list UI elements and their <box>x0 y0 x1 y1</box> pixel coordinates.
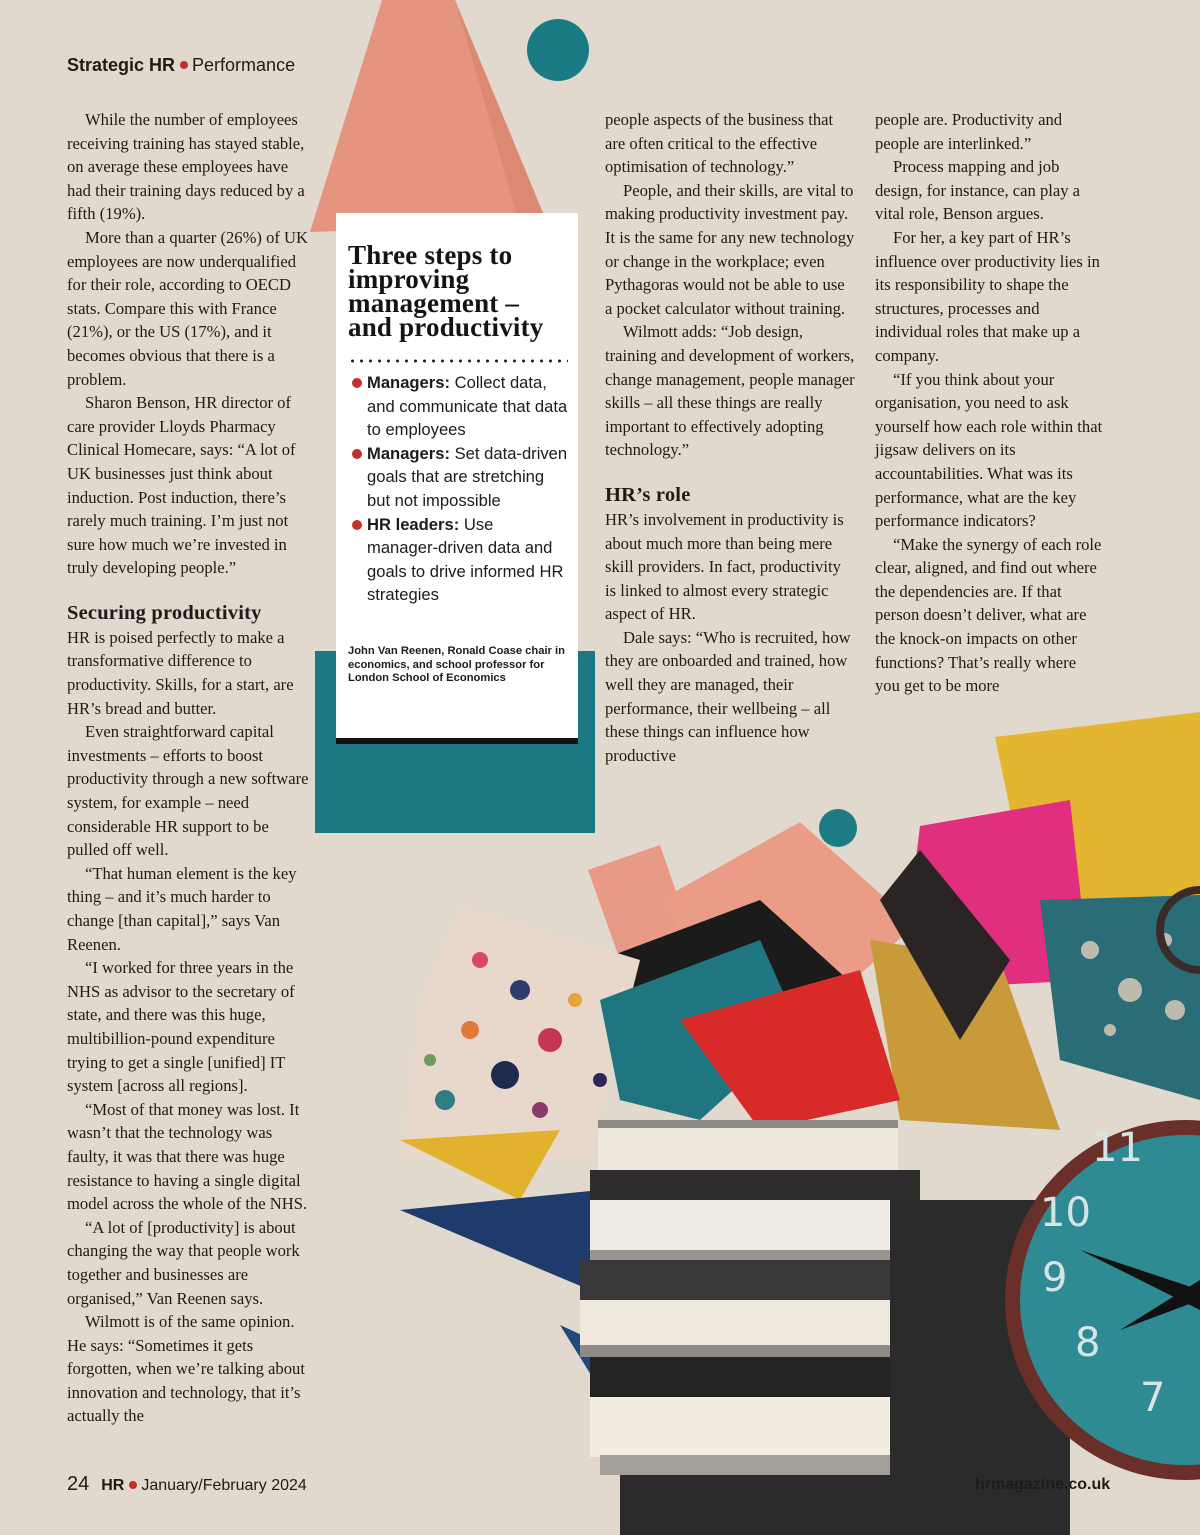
subheading-securing-productivity: Securing productivity <box>67 601 262 624</box>
sidebar-item-lead: Managers: <box>367 373 450 392</box>
sidebar-credit: John Van Reenen, Ronald Coase chair in economics, and school professor for London School of Economics <box>348 644 565 685</box>
paragraph: “That human element is the key thing – and it’s much harder to change [than capital],” says Van Reenen. <box>67 863 297 954</box>
sidebar-item-text: Collect data, and communicate that data to employees <box>367 373 568 440</box>
teal-circle-small <box>819 809 857 847</box>
sidebar-item <box>348 371 568 442</box>
paragraph: Sharon Benson, HR director of care provider Lloyds Pharmacy Clinical Homecare, says: “A lot of UK businesses just think about induction. Post induction, there’s rarely much training. I’m just not sure how much we’re invested in truly developing people.” <box>67 393 296 578</box>
clock-numeral: 8 <box>1075 1320 1101 1366</box>
sidebar-title: Three steps to improving management – and productivity <box>348 240 544 342</box>
paragraph: HR is poised perfectly to make a transformative difference to productivity. Skills, for a start, are HR’s bread and butter. <box>67 627 294 718</box>
magazine-name: HR <box>101 1477 125 1494</box>
sidebar-box <box>336 213 578 744</box>
paragraph: people aspects of the business that are often critical to the effective optimisation of technology.” <box>605 110 834 177</box>
paragraph: Even straightforward capital investments – efforts to boost productivity through a new software system, for example – need considerable HR support to be pulled off well. <box>67 722 309 860</box>
section-label: Strategic HR <box>67 55 176 75</box>
paragraph: Dale says: “Who is recruited, how they are onboarded and trained, how well they are managed, their performance, their wellbeing – all these things can influence how productive <box>605 627 851 765</box>
page-number: 24 <box>67 1473 90 1495</box>
clock-numeral: 11 <box>1092 1125 1143 1171</box>
paragraph: “A lot of [productivity] is about changing the way that people work together and businesses are organised,” Van Reenen says. <box>67 1217 300 1308</box>
sidebar-item <box>348 442 568 513</box>
running-head <box>67 55 295 76</box>
clock-numeral: 10 <box>1040 1190 1091 1236</box>
subsection-label: Performance <box>192 55 296 75</box>
sidebar-list <box>348 371 568 607</box>
sidebar-item-lead: Managers: <box>367 443 450 463</box>
paragraph: “I worked for three years in the NHS as advisor to the secretary of state, and there was this huge, multibillion-pound expenditure trying to get a single [unified] IT system [across all regions]. <box>67 958 295 1096</box>
paragraph: “Most of that money was lost. It wasn’t that the technology was faulty, it was that there was huge resistance to having a single digital model across the whole of the NHS. <box>67 1099 308 1214</box>
clock-numeral: 9 <box>1042 1255 1068 1301</box>
paragraph: people are. Productivity and people are interlinked.” <box>875 110 1063 153</box>
paragraph: While the number of employees receiving training has stayed stable, on average these employees have had their training days reduced by a fifth (19%). <box>67 110 305 224</box>
paragraph: More than a quarter (26%) of UK employees are now underqualified for their role, according to OECD stats. Compare this with France (21%), or the US (17%), and it becomes obvious that there is a problem. <box>67 227 309 389</box>
yellow-triangle <box>400 1130 560 1200</box>
paragraph: Wilmott is of the same opinion. He says: “Sometimes it gets forgotten, when we’re talking about innovation and technology, that it’s actually the <box>67 1312 305 1426</box>
paragraph: Wilmott adds: “Job design, training and development of workers, change management, people manager skills – all these things are really important to effectively adopting technology.” <box>605 322 855 460</box>
paragraph: Process mapping and job design, for instance, can play a vital role, Benson argues. <box>875 157 1081 224</box>
issue-date: January/February 2024 <box>141 1477 307 1494</box>
bullet-dot-icon <box>180 61 188 69</box>
column-3 <box>605 108 855 767</box>
teal-circle-top <box>527 19 589 81</box>
column-1 <box>67 108 312 1428</box>
dotted-divider <box>348 359 568 363</box>
footer-url: hrmagazine.co.uk <box>975 1476 1111 1493</box>
sidebar-item <box>348 513 568 607</box>
paragraph: “If you think about your organisation, you need to ask yourself how each role within that jigsaw delivers on its accountabilities. What was its performance, what are the key performance indicators? <box>875 369 1103 531</box>
paragraph: HR’s involvement in productivity is about much more than being mere skill providers. In fact, productivity is linked to almost every strategic aspect of HR. <box>605 509 844 624</box>
column-4 <box>875 108 1105 698</box>
paragraph: People, and their skills, are vital to making productivity investment pay. It is the same for any new technology or change in the workplace; even Pythagoras would not be able to use a pocket calculator without training. <box>605 180 855 318</box>
subheading-hr-role: HR’s role <box>605 483 691 506</box>
navy-triangle-1 <box>400 1190 600 1290</box>
clock-numeral: 7 <box>1140 1375 1166 1421</box>
footer-folio <box>67 1473 307 1496</box>
bullet-dot-icon <box>129 1481 137 1489</box>
paragraph: “Make the synergy of each role clear, aligned, and find out where the dependencies are. If that person doesn’t deliver, what are the knock-on impacts on other functions? That’s really where you get to be more <box>875 534 1102 696</box>
patterned-paper-right <box>1040 895 1200 1100</box>
sidebar-item-lead: HR leaders: <box>367 514 460 534</box>
paragraph: For her, a key part of HR’s influence over productivity lies in its responsibility to shape the structures, processes and individual roles that make up a company. <box>875 227 1100 365</box>
sidebar-item-text: Use manager-driven data and goals to drive informed HR strategies <box>367 514 564 605</box>
sidebar-item-text: Set data-driven goals that are stretching but not impossible <box>367 443 568 510</box>
